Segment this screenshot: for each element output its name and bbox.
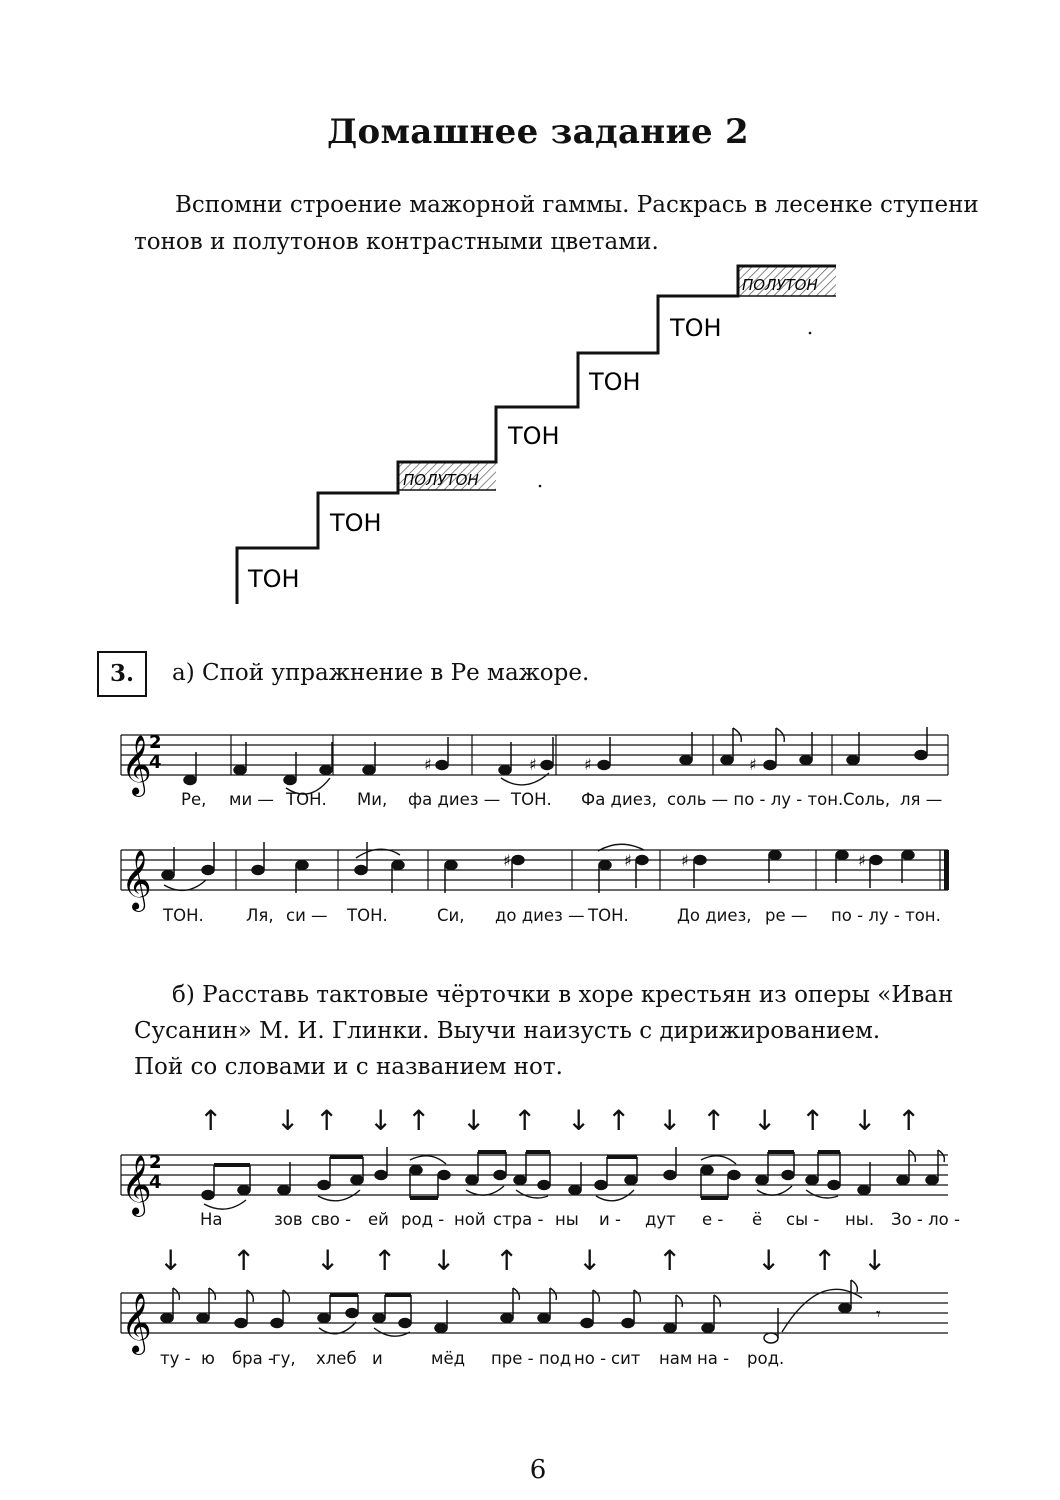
lyric-a1-9: ля — <box>900 790 943 809</box>
arrow-up-icon: ↑ <box>607 1104 631 1137</box>
lyric-b2-9: сит <box>611 1349 641 1368</box>
lyric-b1-2: сво - <box>311 1210 352 1229</box>
lyric-a2-4: Си, <box>437 906 465 925</box>
svg-text:♯: ♯ <box>624 851 632 870</box>
arrow-up-icon: ↑ <box>407 1104 431 1137</box>
lyric-b1-5: ной <box>454 1210 486 1229</box>
lyric-a2-3: ТОН. <box>347 906 388 925</box>
step-7-label: ПОЛУТОН <box>742 276 818 294</box>
lyric-b2-5: и <box>372 1349 383 1368</box>
lyric-a2-8: ре — <box>765 906 808 925</box>
notes-a1 <box>184 727 927 785</box>
lyric-b1-13: ны. <box>845 1210 875 1229</box>
svg-text:♯: ♯ <box>858 851 866 870</box>
lyric-a1-6: Фа диез, <box>581 790 657 809</box>
svg-text:𝄾: 𝄾 <box>876 1304 881 1325</box>
lyric-b1-8: и - <box>599 1210 621 1229</box>
arrow-down-icon: ↓ <box>863 1244 887 1277</box>
arrow-down-icon: ↓ <box>757 1244 781 1277</box>
staff-a1-lines <box>121 735 948 775</box>
lyric-b1-6: стра - <box>493 1210 544 1229</box>
lyric-a2-7: До диез, <box>677 906 752 925</box>
arrow-down-icon: ↓ <box>567 1104 591 1137</box>
lyric-a2-6: ТОН. <box>588 906 629 925</box>
task-b-line-2: Сусанин» М. И. Глинки. Выучи наизусть с дирижированием. <box>134 1018 881 1044</box>
arrow-up-icon: ↑ <box>813 1244 837 1277</box>
arrow-down-icon: ↓ <box>853 1104 877 1137</box>
lyric-a1-2: ТОН. <box>286 790 327 809</box>
lyric-b2-1: ю <box>201 1349 215 1368</box>
arrow-down-icon: ↓ <box>276 1104 300 1137</box>
arrow-up-icon: ↑ <box>702 1104 726 1137</box>
arrow-up-icon: ↑ <box>658 1244 682 1277</box>
lyric-b1-12: сы - <box>786 1210 820 1229</box>
step-5-label: ТОН <box>589 368 641 396</box>
lyric-b2-8: но - <box>574 1349 607 1368</box>
time-sig-a1-top: 2 <box>149 732 162 753</box>
intro-line-2: тонов и полутонов контрастными цветами. <box>134 229 659 255</box>
lyric-a2-5: до диез — <box>495 906 585 925</box>
arrow-down-icon: ↓ <box>658 1104 682 1137</box>
lyric-b1-11: ё <box>752 1210 763 1229</box>
arrow-up-icon: ↑ <box>315 1104 339 1137</box>
arrow-down-icon: ↓ <box>316 1244 340 1277</box>
treble-clef-a1: 𝄞 <box>121 735 152 795</box>
lyric-b1-4: род - <box>401 1210 445 1229</box>
time-sig-a1-bottom: 4 <box>149 752 162 773</box>
task-number-box: 3. <box>97 651 147 697</box>
lyric-b1-0: На <box>200 1210 223 1229</box>
lyric-b2-12: род. <box>747 1349 785 1368</box>
lyric-a1-1: ми — <box>229 790 274 809</box>
page-title: Домашнее задание 2 <box>326 112 750 152</box>
arrow-down-icon: ↓ <box>462 1104 486 1137</box>
lyric-a1-0: Ре, <box>181 790 207 809</box>
arrow-up-icon: ↑ <box>513 1104 537 1137</box>
lyric-b2-11: на - <box>697 1349 730 1368</box>
lyric-b1-7: ны <box>555 1210 579 1229</box>
time-sig-b1-bottom: 4 <box>149 1172 162 1193</box>
svg-text:♯: ♯ <box>424 755 432 774</box>
scale-staircase <box>0 0 1060 620</box>
lyric-b1-1: зов <box>274 1210 303 1229</box>
lyric-a1-3: Ми, <box>357 790 388 809</box>
arrow-up-icon: ↑ <box>801 1104 825 1137</box>
lyric-b1-10: е - <box>702 1210 724 1229</box>
svg-text:♯: ♯ <box>503 851 511 870</box>
lyric-b2-6: мёд <box>431 1349 466 1368</box>
lyric-b1-9: дут <box>645 1210 676 1229</box>
arrow-down-icon: ↓ <box>432 1244 456 1277</box>
svg-text:♯: ♯ <box>749 755 757 774</box>
lyric-a2-2: си — <box>286 906 328 925</box>
time-sig-b1-top: 2 <box>149 1152 162 1173</box>
treble-clef-b1: 𝄞 <box>121 1155 152 1215</box>
arrow-up-icon: ↑ <box>897 1104 921 1137</box>
page-number: 6 <box>529 1455 547 1485</box>
svg-text:♯: ♯ <box>529 755 537 774</box>
task-b-line-3: Пой со словами и с названием нот. <box>134 1054 563 1080</box>
lyric-a1-7: соль — по - лу - тон. <box>667 790 844 809</box>
lyric-b2-2: бра - <box>232 1349 274 1368</box>
svg-text:♯: ♯ <box>681 851 689 870</box>
lyric-a2-1: Ля, <box>246 906 274 925</box>
task-b-line-1: б) Расставь тактовые чёрточки в хоре крестьян из оперы «Иван <box>172 982 954 1008</box>
lyric-b2-4: хлеб <box>316 1349 357 1368</box>
arrow-down-icon: ↓ <box>753 1104 777 1137</box>
task-a-text: а) Спой упражнение в Ре мажоре. <box>172 660 590 686</box>
arrow-up-icon: ↑ <box>232 1244 256 1277</box>
lyric-b2-3: гу, <box>272 1349 296 1368</box>
lyric-a1-8: Соль, <box>843 790 891 809</box>
lyric-b2-7: пре - под - <box>491 1349 583 1368</box>
lyric-a1-4: фа диез — <box>408 790 501 809</box>
step-2-label: ТОН <box>330 509 382 537</box>
lyric-b2-0: ту - <box>160 1349 191 1368</box>
lyric-a2-9: по - лу - тон. <box>831 906 941 925</box>
arrow-up-icon: ↑ <box>373 1244 397 1277</box>
arrow-down-icon: ↓ <box>159 1244 183 1277</box>
treble-clef-a2: 𝄞 <box>121 850 152 910</box>
lyric-b1-3: ей <box>368 1210 389 1229</box>
lyric-b1-14: Зо - ло - <box>891 1210 960 1229</box>
treble-clef-b2: 𝄞 <box>121 1293 152 1353</box>
intro-line-1: Вспомни строение мажорной гаммы. Раскрась в лесенке ступени <box>175 192 979 218</box>
step-3-label: ПОЛУТОН <box>403 471 479 489</box>
lyric-a1-5: ТОН. <box>511 790 552 809</box>
arrow-up-icon: ↑ <box>199 1104 223 1137</box>
arrow-down-icon: ↓ <box>578 1244 602 1277</box>
arrow-up-icon: ↑ <box>495 1244 519 1277</box>
arrow-down-icon: ↓ <box>369 1104 393 1137</box>
lyric-a2-0: ТОН. <box>163 906 204 925</box>
svg-text:♯: ♯ <box>584 755 592 774</box>
step-4-label: ТОН <box>508 422 560 450</box>
lyric-b2-10: нам <box>659 1349 693 1368</box>
step-6-label: ТОН <box>670 314 722 342</box>
step-1-label: ТОН <box>248 565 300 593</box>
